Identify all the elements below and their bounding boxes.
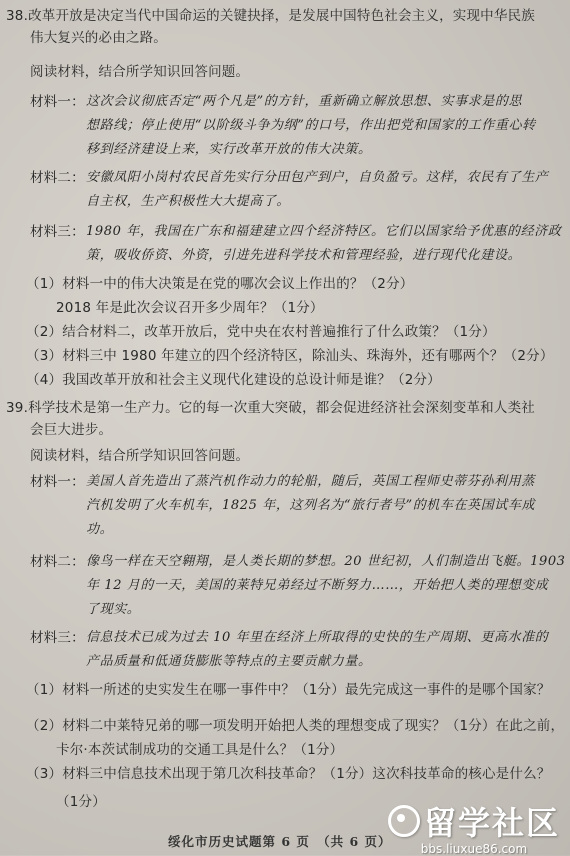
q39-material-2-label: 材料二：: [30, 554, 85, 570]
q38-sub-question-3: （3）材料三中 1980 年建立的四个经济特区，除汕头、珠海外，还有哪两个？（2分）: [26, 348, 554, 364]
q38-material-1-line-2: 想路线；停止使用“以阶级斗争为纲”的口号，作出把党和国家的工作重心转: [86, 118, 536, 133]
watermark-title-text: 留学社区: [423, 804, 560, 842]
q39-instruction: 阅读材料，结合所学知识回答问题。: [30, 448, 250, 464]
q38-material-1-line-1: 这次会议彻底否定“两个凡是”的方针，重新确立解放思想、实事求是的思: [86, 94, 523, 109]
q39-sub-question-2b: 卡尔·本茨试制成功的交通工具是什么？（1分）: [56, 742, 344, 758]
q39-material-3-line-1: 信息技术已成为过去 10 年里在经济上所取得的史快的生产周期、更高水准的: [86, 630, 549, 645]
q38-material-2-line-1: 安徽凤阳小岗村农民首先实行分田包产到户，自负盈亏。这样，农民有了生产: [86, 170, 549, 185]
q38-material-1-line-3: 移到经济建设上来，实行改革开放的伟大决策。: [86, 142, 372, 157]
q38-material-3-line-2: 策，吸收侨资、外资，引进先进科学技术和管理经验，进行现代化建设。: [86, 248, 522, 263]
q39-intro-line-2: 会巨大进步。: [30, 422, 113, 438]
q38-intro-line-1: 38.改革开放是决定当代中国命运的关键抉择，是发展中国特色社会主义，实现中华民族: [6, 8, 535, 24]
q38-material-1-label: 材料一：: [30, 94, 85, 110]
q39-sub-question-3b: （1分）: [56, 794, 106, 810]
q39-material-1-line-3: 功。: [86, 522, 114, 537]
q38-sub-question-1a: （1）材料一中的伟大决策是在党的哪次会议上作出的？（2分）: [26, 276, 414, 292]
watermark-title: [388, 798, 560, 844]
q38-material-3-line-1: 1980 年，我国在广东和福建建立四个经济特区。它们以国家给予优惠的经济政: [86, 224, 562, 239]
q39-material-2-line-2: 年 12 月的一天，美国的莱特兄弟经过不断努力……，开始把人类的理想变成: [86, 578, 549, 593]
q38-material-3-label: 材料三：: [30, 224, 85, 240]
q39-material-2-line-3: 了现实。: [86, 602, 141, 617]
q38-material-2-line-2: 自主权，生产积极性大大提高了。: [86, 194, 291, 209]
q39-sub-question-2a: （2）材料二中莱特兄弟的哪一项发明开始把人类的理想变成了现实？（1分）在此之前，: [26, 718, 565, 734]
q39-material-1-line-2: 汽机发明了火车机车，1825 年，这列名为“旅行者号”的机车在英国试车成: [86, 498, 536, 513]
q39-material-3-label: 材料三：: [30, 630, 85, 646]
q38-material-2-label: 材料二：: [30, 170, 85, 186]
q38-instruction: 阅读材料，结合所学知识回答问题。: [30, 64, 250, 80]
q39-material-2-line-1: 像鸟一样在天空翱翔，是人类长期的梦想。20 世纪初，人们制造出飞艇。1903: [86, 554, 566, 569]
q38-sub-question-4: （4）我国改革开放和社会主义现代化建设的总设计师是谁？（2分）: [26, 372, 441, 388]
q38-sub-question-2: （2）结合材料二，改革开放后，党中央在农村普遍推行了什么政策？（1分）: [26, 324, 496, 340]
watermark-logo-icon: [388, 805, 420, 837]
q38-intro-line-2: 伟大复兴的必由之路。: [30, 30, 167, 46]
watermark: [388, 798, 560, 856]
q39-material-1-line-1: 美国人首先造出了蒸汽机作动力的轮船，随后，英国工程师史蒂芬孙利用蒸: [86, 474, 535, 489]
q39-intro-line-1: 39.科学技术是第一生产力。它的每一次重大突破，都会促进经济社会深刻变革和人类社: [6, 400, 535, 416]
q39-sub-question-1: （1）材料一所述的史实发生在哪一事件中？（1分）最先完成这一事件的是哪个国家？: [26, 682, 551, 698]
q39-material-1-label: 材料一：: [30, 474, 85, 490]
q39-material-3-line-2: 产品质量和低通货膨胀等特点的主要贡献力量。: [86, 654, 372, 669]
q38-sub-question-1b: 2018 年是此次会议召开多少周年？（1分）: [56, 300, 324, 316]
watermark-url: bbs.liuxue86.com: [420, 842, 528, 856]
page-footer: 绥化市历史试题第 6 页 （共 6 页）: [168, 834, 392, 849]
q39-sub-question-3a: （3）材料三中信息技术出现于第几次科技革命？（1分）这次科技革命的核心是什么？: [26, 766, 551, 782]
